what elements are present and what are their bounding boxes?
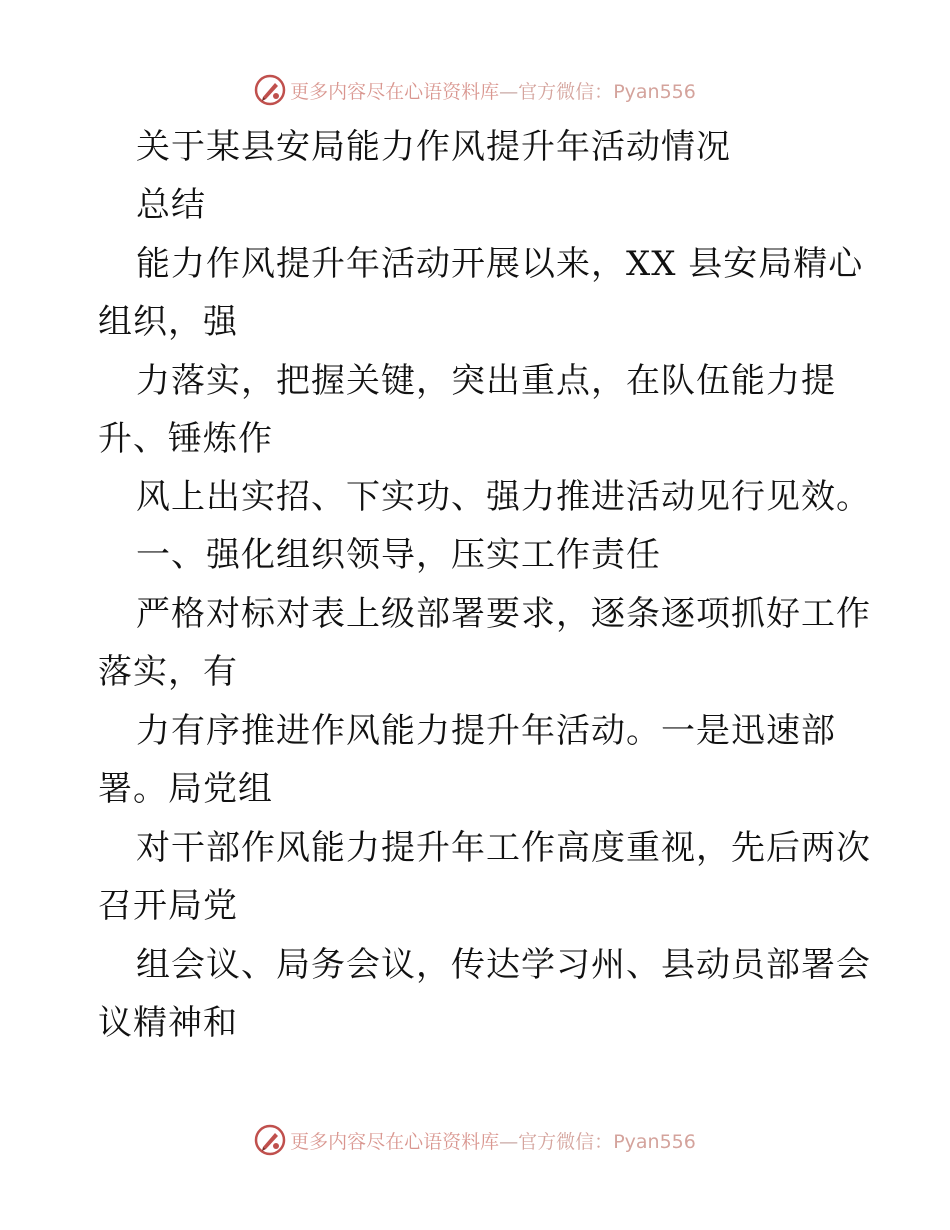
watermark-brand: 更多内容尽在心语资料库 (290, 80, 500, 103)
watermark-id: Pyan556 (613, 80, 696, 103)
footer-watermark (0, 1120, 950, 1160)
watermark-label: 官方微信： (518, 1130, 614, 1153)
pen-seal-logo-icon (254, 74, 286, 106)
watermark-text (290, 1127, 696, 1154)
paragraph-line: 严格对标对表上级部署要求，逐条逐项抓好工作 (136, 594, 871, 634)
document-title-cont: 总结 (136, 185, 206, 225)
document-title: 关于某县安局能力作风提升年活动情况 (136, 127, 731, 167)
section-heading: 一、强化组织领导，压实工作责任 (136, 535, 661, 575)
header-watermark (0, 70, 950, 110)
paragraph-line: 对干部作风能力提升年工作高度重视，先后两次 (136, 828, 871, 868)
pen-seal-logo-icon (254, 1124, 286, 1156)
paragraph-line: 升、锤炼作 (98, 419, 273, 459)
paragraph-line: 落实，有 (98, 652, 238, 692)
paragraph-line: 组织，强 (98, 302, 238, 342)
paragraph-line: 组会议、局务会议，传达学习州、县动员部署会 (136, 945, 871, 985)
paragraph-line: 议精神和 (98, 1003, 238, 1043)
watermark-id: Pyan556 (613, 1130, 696, 1153)
watermark-text (290, 77, 696, 104)
watermark-label: 官方微信： (518, 80, 614, 103)
watermark-dash: — (499, 80, 519, 103)
paragraph-line: 力有序推进作风能力提升年活动。一是迅速部 (136, 711, 836, 751)
paragraph-line: 力落实，把握关键，突出重点，在队伍能力提 (136, 361, 836, 401)
watermark-dash: — (499, 1130, 519, 1153)
paragraph-line: 风上出实招、下实功、强力推进活动见行见效。 (136, 477, 871, 517)
watermark-brand: 更多内容尽在心语资料库 (290, 1130, 500, 1153)
paragraph-line: 召开局党 (98, 886, 238, 926)
paragraph-line: 能力作风提升年活动开展以来，XX 县安局精心 (136, 244, 864, 284)
paragraph-line: 署。局党组 (98, 769, 273, 809)
